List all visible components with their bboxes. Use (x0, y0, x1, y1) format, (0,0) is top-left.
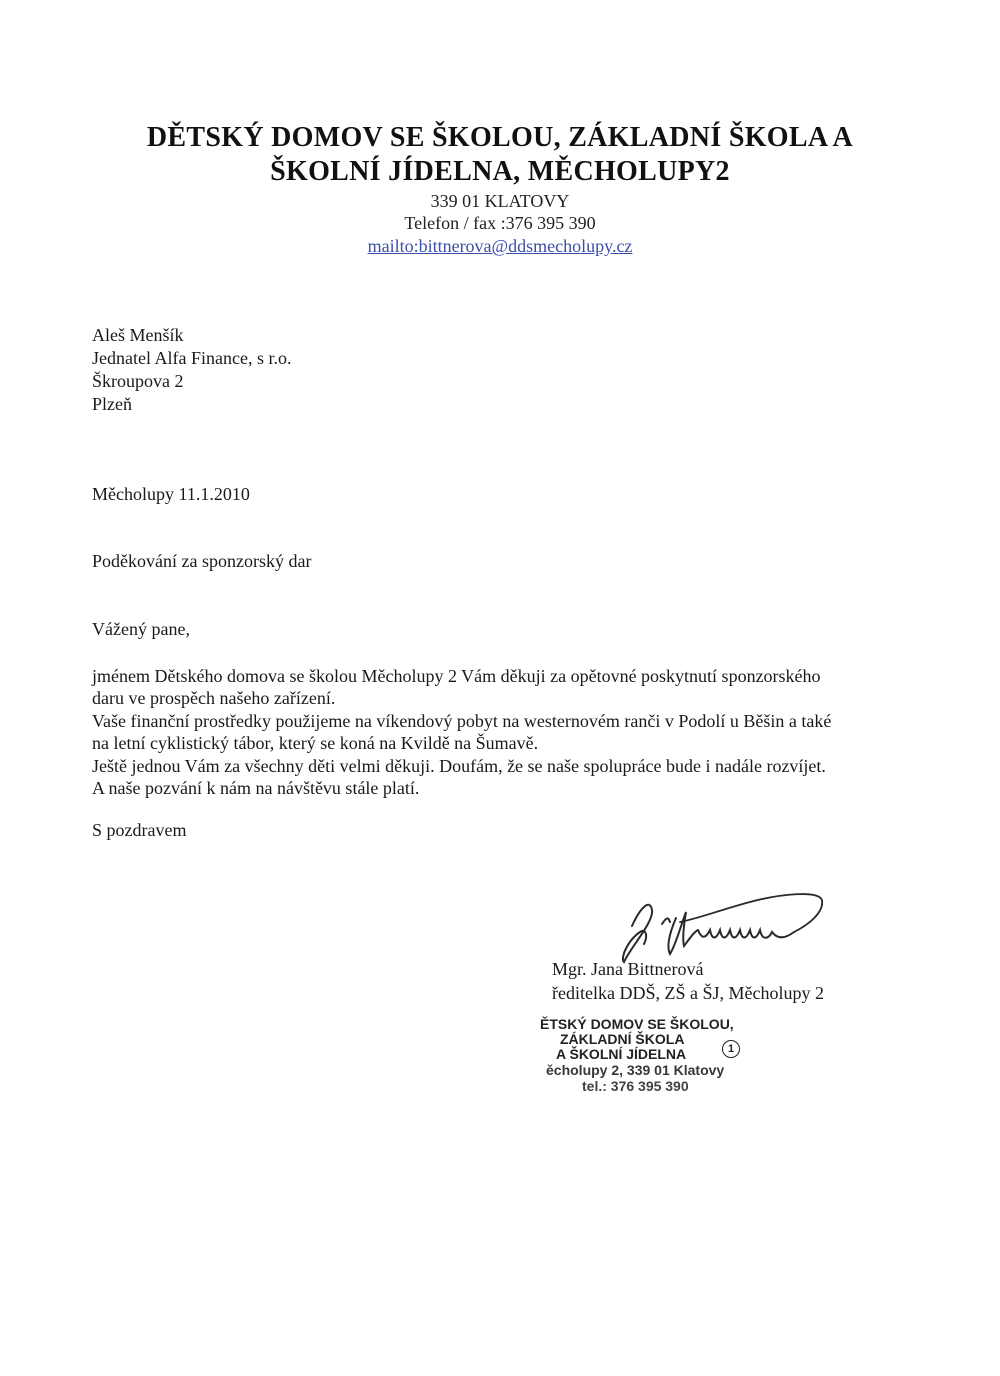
handwritten-signature (610, 888, 835, 968)
subject-line: Poděkování za sponzorský dar (92, 551, 312, 571)
letterhead-email-link[interactable]: mailto:bittnerova@ddsmecholupy.cz (367, 236, 633, 256)
body-line: Ještě jednou Vám za všechny děti velmi děkuji. Doufám, že se naše spolupráce bude i nadále rozvíjet. (92, 756, 826, 776)
letterhead-phone: Telefon / fax :376 395 390 (404, 213, 596, 233)
stamp-line: ěcholupy 2, 339 01 Klatovy (546, 1062, 725, 1078)
stamp-line: ĚTSKÝ DOMOV SE ŠKOLOU, (540, 1016, 734, 1032)
date-line: Měcholupy 11.1.2010 (92, 484, 250, 504)
body-line: Vaše finanční prostředky použijeme na víkendový pobyt na westernovém ranči v Podolí u Běšin a také (92, 711, 832, 731)
closing: S pozdravem (92, 820, 187, 840)
signatory-name: Mgr. Jana Bittnerová (552, 959, 704, 979)
stamp-line: ZÁKLADNÍ ŠKOLA (560, 1031, 685, 1047)
signatory-title: ředitelka DDŠ, ZŠ a ŠJ, Měcholupy 2 (552, 983, 824, 1003)
body-line: A naše pozvání k nám na návštěvu stále platí. (92, 778, 420, 798)
letterhead-postal: 339 01 KLATOVY (430, 191, 570, 211)
recipient-name: Aleš Menšík (92, 325, 184, 345)
body-line: daru ve prospěch našeho zařízení. (92, 688, 336, 708)
letterhead-title-line1: DĚTSKÝ DOMOV SE ŠKOLOU, ZÁKLADNÍ ŠKOLA A (146, 122, 854, 153)
body-line: na letní cyklistický tábor, který se koná na Kvildě na Šumavě. (92, 733, 539, 753)
stamp-mark: 1 (722, 1040, 740, 1058)
stamp-line: A ŠKOLNÍ JÍDELNA (556, 1046, 687, 1062)
letterhead-title-line2: ŠKOLNÍ JÍDELNA, MĚCHOLUPY2 (270, 156, 730, 187)
letterhead-email-wrap (200, 236, 800, 257)
body-line: jménem Dětského domova se školou Měcholupy 2 Vám děkuji za opětovné poskytnutí sponzorského (92, 666, 821, 686)
recipient-position: Jednatel Alfa Finance, s r.o. (92, 348, 292, 368)
stamp-line: tel.: 376 395 390 (582, 1078, 689, 1094)
salutation: Vážený pane, (92, 619, 190, 639)
recipient-street: Škroupova 2 (92, 371, 184, 391)
recipient-city: Plzeň (92, 394, 132, 414)
